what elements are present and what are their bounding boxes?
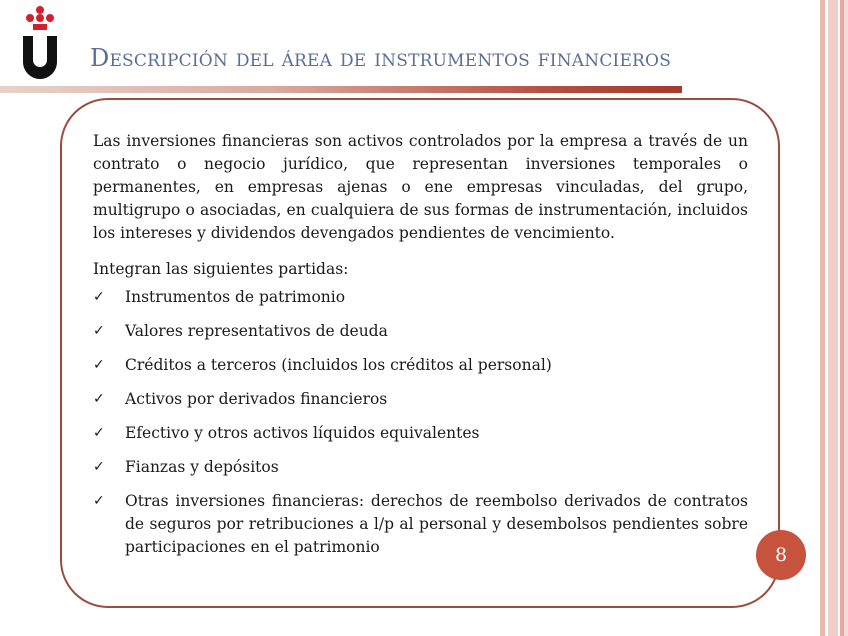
- check-mark-icon: ✓: [93, 323, 105, 339]
- page-number-badge: 8: [756, 530, 806, 580]
- check-mark-icon: ✓: [93, 289, 105, 305]
- list-item-label: Efectivo y otros activos líquidos equivalentes: [125, 424, 480, 442]
- list-item: [93, 456, 748, 479]
- items-list: [93, 286, 748, 559]
- title-underline: [0, 86, 682, 93]
- definition-paragraph: Las inversiones financieras son activos controlados por la empresa a través de un contrato o negocio jurídico, que representan inversiones temporales o permanentes, en empresas ajenas o ene empresas vinculadas, del grupo, multigrupo o asociadas, en cualquiera de sus formas de instrumentación, incluidos los intereses y dividendos devengados pendientes de vencimiento.: [93, 132, 748, 242]
- list-item-label: Instrumentos de patrimonio: [125, 288, 346, 306]
- list-item: [93, 286, 748, 309]
- check-mark-icon: ✓: [93, 391, 105, 407]
- university-logo: [20, 4, 64, 80]
- list-item-label: Otras inversiones financieras: derechos de reembolso derivados de contratos de seguros por retribuciones a l/p al personal y desembolsos pendientes sobre participaciones en el patrimonio: [125, 492, 748, 556]
- check-mark-icon: ✓: [93, 459, 105, 475]
- slide-title: Descripción del área de instrumentos financieros: [90, 44, 672, 72]
- list-item: [93, 354, 748, 377]
- decorative-side-stripes: [814, 0, 848, 636]
- content-body: [93, 130, 748, 559]
- list-item: [93, 422, 748, 445]
- list-item: [93, 388, 748, 411]
- list-item: [93, 320, 748, 343]
- list-item-label: Activos por derivados financieros: [125, 390, 388, 408]
- list-item-label: Créditos a terceros (incluidos los créditos al personal): [125, 356, 552, 374]
- items-intro: Integran las siguientes partidas:: [93, 260, 349, 278]
- check-mark-icon: ✓: [93, 357, 105, 373]
- list-item: [93, 490, 748, 559]
- list-item-label: Valores representativos de deuda: [125, 322, 388, 340]
- check-mark-icon: ✓: [93, 493, 105, 509]
- list-item-label: Fianzas y depósitos: [125, 458, 279, 476]
- check-mark-icon: ✓: [93, 425, 105, 441]
